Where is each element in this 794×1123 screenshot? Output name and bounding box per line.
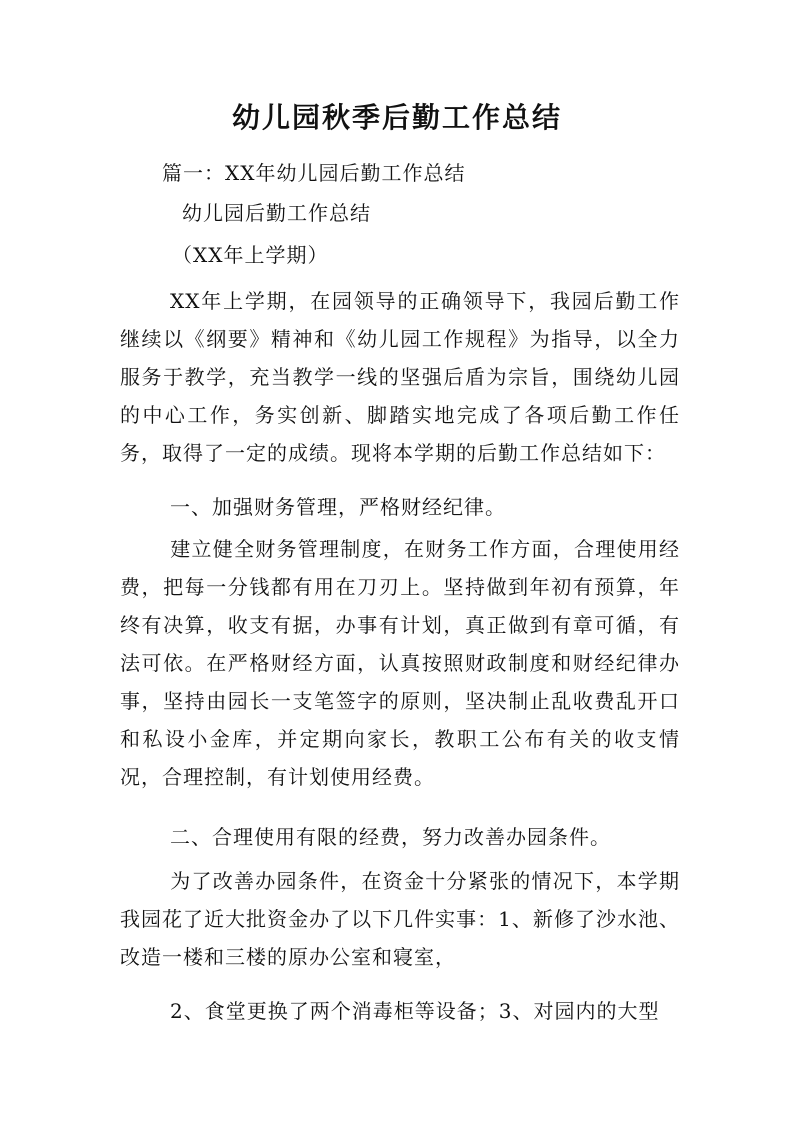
paragraph-equipment: [120, 992, 680, 1030]
paragraph-improvements: [120, 862, 680, 976]
term-label: （XX年上学期）: [172, 243, 329, 267]
paragraph-text: 为了改善办园条件，在资金十分紧张的情况下，本学期我园花了近大批资金办了以下几件实事：1、新修了沙水池、改造一楼和三楼的原办公室和寝室，: [120, 869, 680, 969]
heading-text: 一、加强财务管理，严格财经纪律。: [170, 495, 506, 519]
paragraph-finance: [120, 530, 680, 796]
paragraph-text: 建立健全财务管理制度，在财务工作方面，合理使用经费，把每一分钱都有用在刀刃上。坚持做到年初有预算，年终有决算，收支有据，办事有计划，真正做到有章可循，有法可依。在严格财经方面，认真按照财政制度和财经纪律办事，坚持由园长一支笔签字的原则，坚决制止乱收费乱开口和私设小金库，并定期向家长，教职工公布有关的收支情况，合理控制，有计划使用经费。: [120, 537, 680, 789]
paragraph-text: 2、食堂更换了两个消毒柜等设备；3、对园内的大型: [170, 999, 660, 1023]
heading-funds: [120, 818, 680, 856]
paragraph-text: XX年上学期，在园领导的正确领导下，我园后勤工作继续以《纲要》精神和《幼儿园工作规程》为指导，以全力服务于教学，充当教学一线的坚强后盾为宗旨，围绕幼儿园的中心工作，务实创新、脚踏实地完成了各项后勤工作任务，取得了一定的成绩。现将本学期的后勤工作总结如下：: [120, 289, 680, 465]
document-title: 幼儿园秋季后勤工作总结: [231, 101, 562, 134]
heading-text: 二、合理使用有限的经费，努力改善办园条件。: [170, 825, 611, 849]
section-heading: 篇一：XX年幼儿园后勤工作总结: [162, 161, 466, 185]
heading-finance: [120, 488, 680, 526]
paragraph-intro: [120, 282, 680, 472]
document-subtitle: 幼儿园后勤工作总结: [182, 201, 371, 225]
